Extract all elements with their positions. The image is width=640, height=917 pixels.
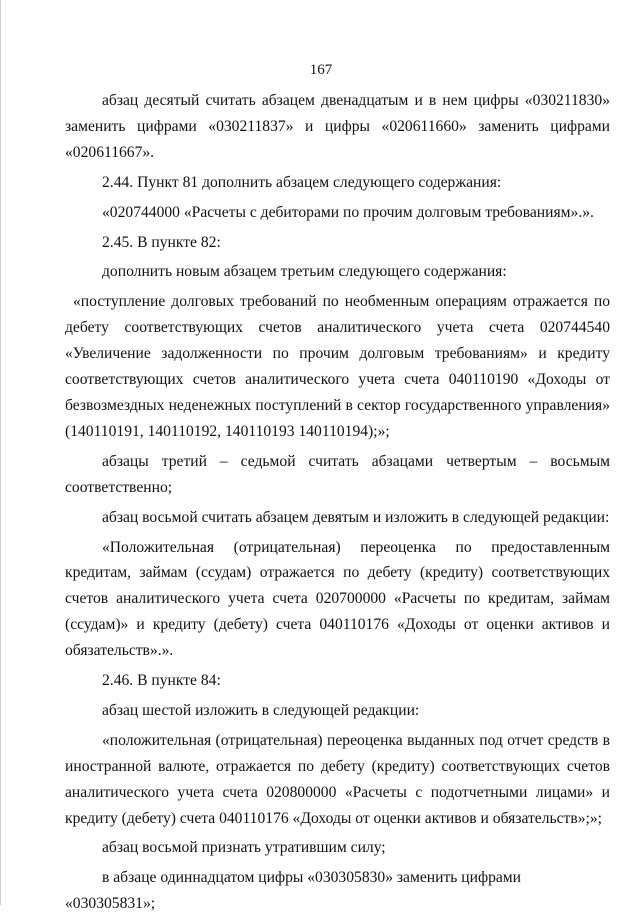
- page-number: 167: [309, 62, 333, 78]
- paragraph-6: «поступление долговых требований по необменным операциям отражается по дебету соответствующих счетов аналитического учета счета 020744540 «Увеличение задолженности по прочим долговым требованиям» и кредиту соответствующих счетов аналитического учета счета 040110190 «Доходы от безвозмездных неденежных поступлений в сектор государственного управления» (140110191, 140110192, 140110193 140110194);»;: [65, 293, 610, 440]
- paragraph-8: абзац восьмой считать абзацем девятым и изложить в следующей редакции:: [102, 508, 610, 526]
- paragraph-7: абзацы третий – седьмой считать абзацами четвертым – восьмым соответственно;: [65, 452, 610, 496]
- paragraph-11: абзац шестой изложить в следующей редакции:: [102, 701, 420, 719]
- paragraph-13: абзац восьмой признать утратившим силу;: [102, 839, 386, 857]
- paragraph-5: дополнить новым абзацем третьим следующего содержания:: [102, 263, 507, 281]
- paragraph-10: 2.46. В пункте 84:: [102, 672, 221, 690]
- paragraph-12: «положительная (отрицательная) переоценка выданных под отчет средств в иностранной валюте, отражается по дебету (кредиту) соответствующих счетов аналитического учета счета 020800000 «Расчеты с подотчетными лицами» и кредиту (дебету) счета 040110176 «Доходы от оценки активов и обязательств»;»;: [65, 731, 610, 827]
- paragraph-14: в абзаце одиннадцатом цифры «030305830» заменить цифрами «030305831»;: [65, 869, 522, 913]
- document-body: [65, 88, 610, 917]
- paragraph-9: «Положительная (отрицательная) переоценка по предоставленным кредитам, займам (ссудам) отражается по дебету (кредиту) соответствующих счетов аналитического учета счета 020700000 «Расчеты по кредитам, займам (ссудам)» и кредиту (дебету) счета 040110176 «Доходы от оценки активов и обязательств».».: [65, 538, 610, 660]
- paragraph-4: 2.45. В пункте 82:: [102, 233, 221, 251]
- paragraph-1: абзац десятый считать абзацем двенадцатым и в нем цифры «030211830» заменить цифрами «030211837» и цифры «020611660» заменить цифрами «020611667».: [65, 92, 610, 161]
- paragraph-3: «020744000 «Расчеты с дебиторами по прочим долговым требованиям».».: [102, 203, 594, 221]
- paragraph-2: 2.44. Пункт 81 дополнить абзацем следующего содержания:: [102, 173, 502, 191]
